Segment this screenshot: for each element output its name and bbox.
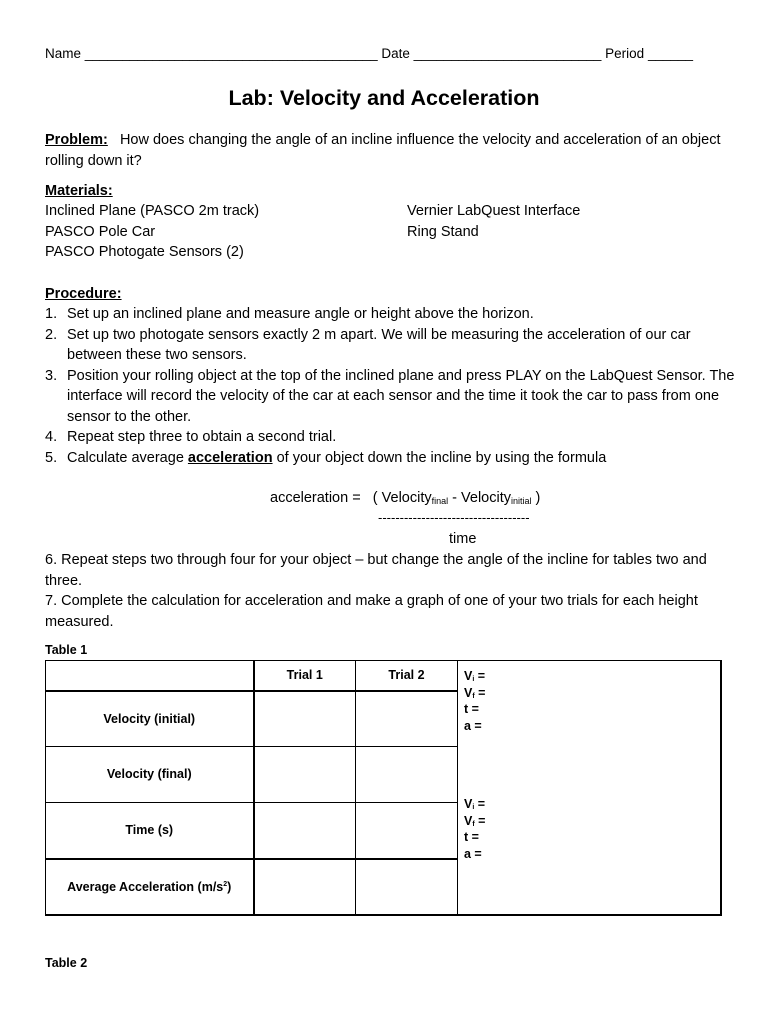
table1-label: Table 1 [45, 643, 88, 657]
formula-open: ( Velocity [372, 490, 432, 506]
data-cell[interactable] [356, 691, 458, 747]
step-number: 2. [45, 326, 58, 343]
step-text-pre: Calculate average [67, 449, 188, 466]
date-label: Date [381, 46, 410, 61]
formula-denominator: time [449, 531, 477, 547]
step-number: 5. [45, 449, 58, 466]
data-cell[interactable] [254, 691, 356, 747]
material-item: Ring Stand [407, 223, 479, 240]
step-text: Set up an inclined plane and measure angle or height above the horizon. [67, 306, 534, 322]
table-header-row [46, 661, 721, 691]
step-text: Set up two photogate sensors exactly 2 m apart. We will be measuring the acceleration of our car between these two sensors. [67, 326, 691, 363]
procedure-step [45, 448, 745, 469]
row-label: Velocity (initial) [46, 691, 254, 747]
header-cell-trial2: Trial 2 [356, 661, 458, 691]
row-label: Velocity (final) [46, 747, 254, 803]
materials-heading: Materials: [45, 183, 113, 199]
data-cell[interactable] [356, 803, 458, 859]
problem-text: How does changing the angle of an incline influence the velocity and acceleration of an object rolling down it? [45, 132, 721, 169]
data-cell[interactable] [254, 859, 356, 915]
step-number: 1. [45, 306, 58, 322]
procedure-steps-continued [45, 550, 745, 632]
calc-line: $V_f$ = [464, 685, 486, 700]
problem-label: Problem: [45, 132, 108, 148]
calc-line: t = [464, 702, 479, 716]
student-info-line [45, 44, 735, 65]
step-number: 4. [45, 429, 58, 445]
procedure-steps [45, 304, 745, 468]
row-label: Time (s) [46, 803, 254, 859]
name-label: Name [45, 46, 82, 61]
procedure-step [45, 366, 745, 428]
step-number: 3. [45, 367, 58, 384]
step-text-post: of your object down the incline by using the formula [272, 449, 607, 466]
formula-fraction-bar: ----------------------------------- [378, 510, 530, 525]
data-table-1 [45, 660, 722, 916]
calc-line: t = [464, 830, 479, 844]
formula-close: ) [531, 490, 541, 506]
data-cell[interactable] [254, 803, 356, 859]
header-cell-trial1: Trial 1 [254, 661, 356, 691]
procedure-step: 6. Repeat steps two through four for your object – but change the angle of the incline for tables two and three. [45, 552, 707, 589]
period-label: Period [605, 46, 645, 61]
step-text: Position your rolling object at the top of the inclined plane and press PLAY on the LabQuest Sensor. The interface will record the velocity of the car at each sensor and the time it took the car to pass from one sensor to the other. [67, 367, 735, 425]
formula-lhs: acceleration = [270, 490, 361, 506]
data-cell[interactable] [356, 747, 458, 803]
calc-line: a = [464, 846, 482, 861]
calc-line: $V_f$ = [464, 813, 486, 828]
date-blank[interactable]: _________________________ [413, 46, 602, 61]
acceleration-formula [270, 488, 540, 509]
calc-line: $V_i$ = [464, 797, 486, 811]
material-item: Inclined Plane (PASCO 2m track) [45, 203, 260, 219]
data-cell[interactable] [254, 747, 356, 803]
material-item: PASCO Pole Car [45, 223, 156, 240]
calculation-work-area[interactable] [458, 661, 721, 916]
formula-sub-final: final [431, 496, 449, 506]
material-item: Vernier LabQuest Interface [407, 203, 581, 219]
row-label: Average Acceleration $(m/s^2)$ [46, 859, 254, 915]
procedure-step: 7. Complete the calculation for acceleration and make a graph of one of your two trials for each height measured. [45, 593, 698, 630]
page-title: Lab: Velocity and Acceleration [228, 86, 540, 110]
material-item: PASCO Photogate Sensors (2) [45, 244, 244, 260]
problem-section [45, 130, 745, 171]
step-keyword: acceleration [187, 449, 273, 466]
formula-sub-initial: initial [511, 496, 532, 506]
procedure-heading: Procedure: [45, 286, 122, 302]
step-text: Repeat step three to obtain a second trial. [67, 429, 337, 445]
procedure-step [45, 304, 745, 325]
procedure-step [45, 427, 745, 448]
calc-line: a = [464, 718, 482, 733]
header-cell-empty [46, 661, 254, 691]
period-blank[interactable]: ______ [647, 46, 693, 61]
procedure-step [45, 325, 745, 366]
formula-mid: - Velocity [448, 490, 511, 506]
table2-label: Table 2 [45, 956, 88, 970]
data-cell[interactable] [356, 859, 458, 915]
calc-line: $V_i$ = [464, 669, 486, 683]
materials-list-left [45, 201, 259, 263]
name-blank[interactable]: _______________________________________ [84, 46, 378, 61]
materials-list-right [407, 201, 580, 242]
